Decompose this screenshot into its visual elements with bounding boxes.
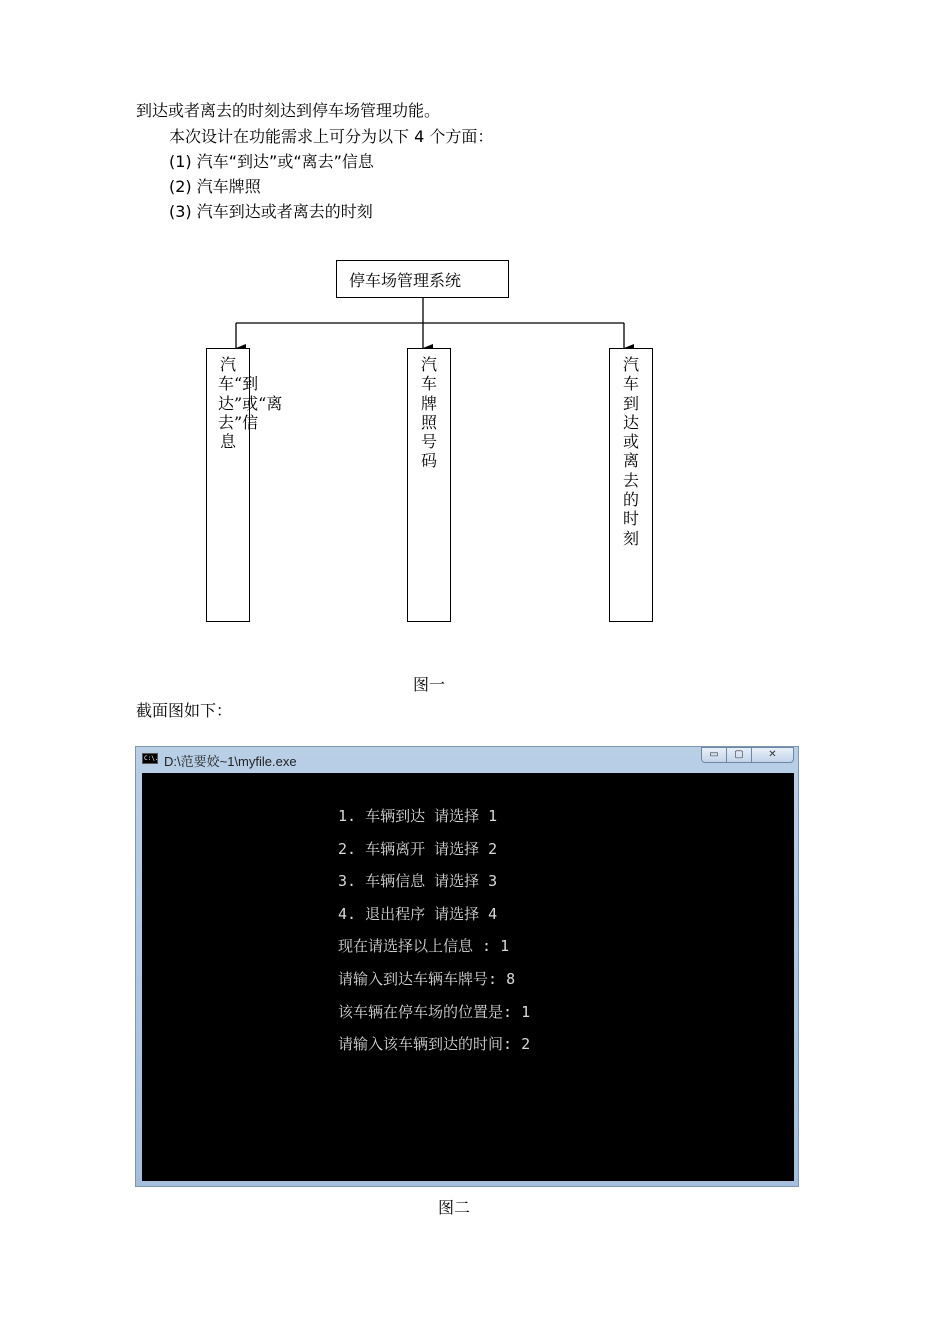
requirement-item-1: (1) 汽车“到达”或“离去”信息 xyxy=(169,152,374,171)
diagram-root-node: 停车场管理系统 xyxy=(336,260,509,298)
diagram-node-arrival-departure-info xyxy=(206,348,283,622)
console-line: 请输入该车辆到达的时间: 2 xyxy=(338,1035,531,1053)
figure-1-caption: 图一 xyxy=(413,675,446,694)
node-label-2: 汽 车牌照号码 xyxy=(420,355,437,471)
window-titlebar[interactable] xyxy=(136,747,798,772)
diagram-node-license-plate xyxy=(407,348,451,622)
console-line: 请输入到达车辆车牌号: 8 xyxy=(338,970,516,988)
console-output-area[interactable] xyxy=(142,773,794,1181)
node-label-3: 汽车到达或离去的时刻 xyxy=(622,355,639,548)
console-line: 4. 退出程序 请选择 4 xyxy=(338,905,498,923)
console-line: 该车辆在停车场的位置是: 1 xyxy=(338,1003,531,1021)
paragraph-1: 到达或者离去的时刻达到停车场管理功能。 xyxy=(136,101,441,120)
console-line: 3. 车辆信息 请选择 3 xyxy=(338,872,498,890)
requirement-item-2: (2) 汽车牌照 xyxy=(169,177,261,196)
screenshot-intro: 截面图如下： xyxy=(136,701,233,720)
node-label-1: 汽车“到达”或“离去”信息 xyxy=(218,355,283,452)
console-line: 现在请选择以上信息 : 1 xyxy=(338,937,510,955)
paragraph-2: 本次设计在功能需求上可分为以下 4 个方面： xyxy=(169,127,494,146)
console-line: 1. 车辆到达 请选择 1 xyxy=(338,807,498,825)
close-button[interactable]: ✕ xyxy=(751,747,794,763)
window-title: D:\范要姣~1\myfile.exe xyxy=(164,754,297,769)
requirement-item-3: (3) 汽车到达或者离去的时刻 xyxy=(169,202,373,221)
maximize-button[interactable]: ▢ xyxy=(726,747,752,763)
console-app-icon[interactable]: C:\. xyxy=(144,755,159,762)
figure-2-caption: 图二 xyxy=(438,1198,471,1217)
console-window xyxy=(135,746,799,1187)
console-line: 2. 车辆离开 请选择 2 xyxy=(338,840,498,858)
minimize-button[interactable]: ▭ xyxy=(701,747,727,763)
diagram-node-arrival-departure-time xyxy=(609,348,653,622)
